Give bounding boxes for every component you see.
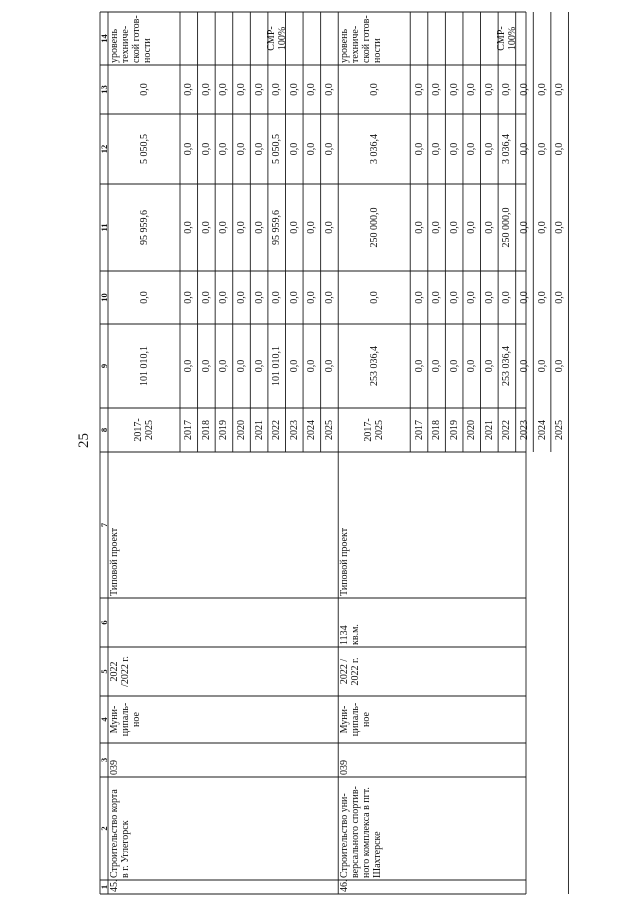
year-row-c14 bbox=[233, 14, 251, 63]
year-row-c14 bbox=[516, 14, 534, 63]
construction-period: 2022 / 2022 г. bbox=[339, 657, 362, 686]
year-row-c9: 0,0 bbox=[236, 359, 248, 373]
year-row-c11: 0,0 bbox=[323, 221, 335, 234]
total-years: 2017- 2025 bbox=[133, 418, 155, 442]
year-row-c12: 3 036,4 bbox=[501, 134, 513, 164]
year-row-c13: 0,0 bbox=[218, 83, 230, 96]
column-number: 7 bbox=[98, 522, 109, 528]
year-row-c9: 101 010,1 bbox=[271, 346, 283, 386]
column-number: 13 bbox=[98, 85, 109, 94]
year-row-c9: 0,0 bbox=[431, 359, 443, 373]
year-row-c13: 0,0 bbox=[431, 83, 443, 96]
year-row-c11: 0,0 bbox=[288, 221, 300, 234]
year-row-c13: 0,0 bbox=[554, 83, 566, 96]
year-row-c10: 0,0 bbox=[518, 291, 530, 304]
year-row-c9: 253 036,4 bbox=[501, 346, 513, 386]
year-row-c10: 0,0 bbox=[431, 291, 443, 304]
year-row-c10: 0,0 bbox=[306, 291, 318, 304]
year-row-year: 2021 bbox=[483, 420, 495, 440]
year-row-c11: 0,0 bbox=[536, 221, 548, 234]
year-row-c10: 0,0 bbox=[271, 291, 283, 304]
year-row-c10: 0,0 bbox=[236, 291, 248, 304]
year-row-c13: 0,0 bbox=[288, 83, 300, 96]
year-row-c10: 0,0 bbox=[288, 291, 300, 304]
column-number: 8 bbox=[98, 427, 109, 433]
year-row-c10: 0,0 bbox=[448, 291, 460, 304]
year-row-c13: 0,0 bbox=[271, 83, 283, 96]
year-row-year: 2024 bbox=[306, 420, 318, 440]
year-row-year: 2018 bbox=[431, 420, 443, 440]
construction-period: 2022 /2022 г. bbox=[109, 656, 131, 687]
year-row-c10: 0,0 bbox=[183, 291, 195, 304]
year-row-c13: 0,0 bbox=[323, 83, 335, 96]
total-c13: 0,0 bbox=[138, 83, 150, 96]
total-c11: 95 959,6 bbox=[138, 210, 150, 245]
year-row-c12: 0,0 bbox=[466, 142, 478, 156]
year-row-c14: СМР- 100% bbox=[265, 26, 288, 51]
year-row-c11: 0,0 bbox=[306, 221, 318, 234]
year-row-c14 bbox=[428, 14, 446, 63]
year-row-c12: 0,0 bbox=[288, 142, 300, 156]
object-name: Строительство корта в г. Углегорск bbox=[109, 789, 131, 878]
year-row-c9: 0,0 bbox=[483, 359, 495, 373]
year-row-c12: 0,0 bbox=[183, 142, 195, 156]
year-row-c9: 0,0 bbox=[288, 359, 300, 373]
column-number: 9 bbox=[98, 363, 109, 369]
page-number bbox=[74, 425, 94, 455]
year-row-c14 bbox=[551, 14, 569, 63]
year-row-c9: 0,0 bbox=[323, 359, 335, 373]
year-row-c9: 0,0 bbox=[518, 359, 530, 373]
year-row-c9: 0,0 bbox=[253, 359, 265, 373]
column-number: 6 bbox=[98, 620, 109, 625]
year-row-year: 2025 bbox=[323, 420, 335, 440]
year-row-c13: 0,0 bbox=[413, 83, 425, 96]
column-number: 12 bbox=[98, 144, 109, 154]
year-row-year: 2017 bbox=[413, 420, 425, 440]
year-row-c10: 0,0 bbox=[483, 291, 495, 304]
year-row-c13: 0,0 bbox=[518, 83, 530, 96]
design-basis: Типовой проект bbox=[339, 527, 351, 596]
year-row-c13: 0,0 bbox=[306, 83, 318, 96]
year-row-c9: 0,0 bbox=[554, 359, 566, 373]
year-row-c10: 0,0 bbox=[466, 291, 478, 304]
year-row-c10: 0,0 bbox=[253, 291, 265, 304]
column-number: 11 bbox=[98, 223, 109, 232]
year-row-c11: 0,0 bbox=[253, 221, 265, 234]
year-row-c14: СМР- 100% bbox=[495, 26, 518, 51]
total-c13: 0,0 bbox=[368, 83, 380, 96]
column-number: 10 bbox=[98, 293, 109, 302]
total-c14: уровень техниче- ской готов- ности bbox=[109, 15, 153, 63]
year-row-year: 2022 bbox=[271, 420, 283, 440]
year-row-c13: 0,0 bbox=[466, 83, 478, 96]
year-row-c11: 0,0 bbox=[183, 221, 195, 234]
year-row-c10: 0,0 bbox=[536, 291, 548, 304]
year-row-c12: 5 050,5 bbox=[271, 134, 283, 164]
column-number: 4 bbox=[98, 717, 109, 722]
year-row-c11: 0,0 bbox=[200, 221, 212, 234]
year-row-c12: 0,0 bbox=[483, 142, 495, 156]
year-row-c9: 0,0 bbox=[200, 359, 212, 373]
year-row-c12: 0,0 bbox=[518, 142, 530, 156]
year-row-c14 bbox=[285, 14, 303, 63]
year-row-year: 2020 bbox=[466, 420, 478, 440]
year-row-c11: 0,0 bbox=[448, 221, 460, 234]
entry-number: 46. bbox=[339, 879, 351, 892]
year-row-c11: 0,0 bbox=[236, 221, 248, 234]
year-row-c9: 0,0 bbox=[466, 359, 478, 373]
column-number: 14 bbox=[98, 34, 109, 43]
year-row-c14 bbox=[463, 14, 481, 63]
year-row-year: 2024 bbox=[536, 420, 548, 440]
year-row-c9: 0,0 bbox=[183, 359, 195, 373]
total-c10: 0,0 bbox=[368, 291, 380, 304]
year-row-c12: 0,0 bbox=[536, 142, 548, 156]
year-row-c12: 0,0 bbox=[448, 142, 460, 156]
year-row-c11: 250 000,0 bbox=[501, 207, 513, 248]
year-row-c13: 0,0 bbox=[501, 83, 513, 96]
year-row-c10: 0,0 bbox=[323, 291, 335, 304]
year-row-c13: 0,0 bbox=[236, 83, 248, 96]
year-row-c11: 0,0 bbox=[483, 221, 495, 234]
column-number: 2 bbox=[98, 826, 109, 831]
year-row-c12: 0,0 bbox=[200, 142, 212, 156]
total-c14: уровень техниче- ской готов- ности bbox=[339, 15, 384, 63]
year-row-c12: 0,0 bbox=[413, 142, 425, 156]
year-row-c12: 0,0 bbox=[236, 142, 248, 156]
year-row-c9: 0,0 bbox=[306, 359, 318, 373]
object-code: 039 bbox=[339, 760, 351, 775]
year-row-c14 bbox=[445, 14, 463, 63]
year-row-c11: 0,0 bbox=[431, 221, 443, 234]
total-c12: 3 036,4 bbox=[368, 134, 380, 164]
year-row-c13: 0,0 bbox=[183, 83, 195, 96]
year-row-c14 bbox=[303, 14, 321, 63]
total-c11: 250 000,0 bbox=[368, 207, 380, 248]
year-row-c11: 0,0 bbox=[413, 221, 425, 234]
object-capacity bbox=[108, 600, 338, 645]
column-number: 3 bbox=[98, 757, 109, 763]
year-row-c9: 0,0 bbox=[536, 359, 548, 373]
year-row-year: 2017 bbox=[183, 420, 195, 440]
year-row-year: 2023 bbox=[518, 420, 530, 440]
year-row-year: 2023 bbox=[288, 420, 300, 440]
year-row-c14 bbox=[180, 14, 198, 63]
year-row-c14 bbox=[533, 14, 551, 63]
year-row-c11: 0,0 bbox=[554, 221, 566, 234]
year-row-c13: 0,0 bbox=[448, 83, 460, 96]
year-row-c11: 0,0 bbox=[518, 221, 530, 234]
entry-number: 45. bbox=[109, 879, 120, 892]
year-row-c14 bbox=[410, 14, 428, 63]
object-code: 039 bbox=[109, 760, 120, 775]
year-row-c12: 0,0 bbox=[218, 142, 230, 156]
year-row-c12: 0,0 bbox=[323, 142, 335, 156]
total-c12: 5 050,5 bbox=[138, 134, 150, 164]
year-row-c13: 0,0 bbox=[200, 83, 212, 96]
year-row-c12: 0,0 bbox=[554, 142, 566, 156]
object-name: Строительство уни- версального спортив- ного комплекса в пгт. Шахтерске bbox=[339, 786, 384, 878]
ownership-form: Муни- ципаль- ное bbox=[109, 702, 142, 737]
column-number: 5 bbox=[98, 669, 109, 674]
year-row-year: 2022 bbox=[501, 420, 513, 440]
year-row-c14 bbox=[215, 14, 233, 63]
year-row-c13: 0,0 bbox=[253, 83, 265, 96]
design-basis: Типовой проект bbox=[109, 527, 120, 596]
year-row-c13: 0,0 bbox=[483, 83, 495, 96]
object-capacity: 1134 кв.м. bbox=[339, 624, 362, 645]
year-row-c10: 0,0 bbox=[501, 291, 513, 304]
year-row-year: 2019 bbox=[218, 420, 230, 440]
year-row-c11: 0,0 bbox=[466, 221, 478, 234]
year-row-c14 bbox=[198, 14, 216, 63]
year-row-c9: 0,0 bbox=[218, 359, 230, 373]
total-c9: 253 036,4 bbox=[368, 346, 380, 386]
year-row-c10: 0,0 bbox=[218, 291, 230, 304]
year-row-year: 2025 bbox=[554, 420, 566, 440]
year-row-year: 2021 bbox=[253, 420, 265, 440]
column-number: 1 bbox=[98, 884, 109, 890]
year-row-c12: 0,0 bbox=[431, 142, 443, 156]
year-row-c14 bbox=[321, 14, 339, 63]
year-row-c11: 0,0 bbox=[218, 221, 230, 234]
total-c9: 101 010,1 bbox=[138, 346, 150, 386]
total-c10: 0,0 bbox=[138, 291, 150, 304]
total-years: 2017- 2025 bbox=[363, 418, 386, 442]
ownership-form: Муни- ципаль- ное bbox=[339, 702, 373, 737]
year-row-c9: 0,0 bbox=[448, 359, 460, 373]
year-row-year: 2019 bbox=[448, 420, 460, 440]
year-row-c11: 95 959,6 bbox=[271, 210, 283, 245]
investment-table bbox=[98, 12, 566, 894]
year-row-c12: 0,0 bbox=[253, 142, 265, 156]
page-number-text: 25 bbox=[75, 432, 92, 448]
year-row-c10: 0,0 bbox=[200, 291, 212, 304]
year-row-c10: 0,0 bbox=[554, 291, 566, 304]
year-row-c12: 0,0 bbox=[306, 142, 318, 156]
year-row-c10: 0,0 bbox=[413, 291, 425, 304]
year-row-c9: 0,0 bbox=[413, 359, 425, 373]
year-row-year: 2020 bbox=[236, 420, 248, 440]
year-row-year: 2018 bbox=[200, 420, 212, 440]
year-row-c13: 0,0 bbox=[536, 83, 548, 96]
